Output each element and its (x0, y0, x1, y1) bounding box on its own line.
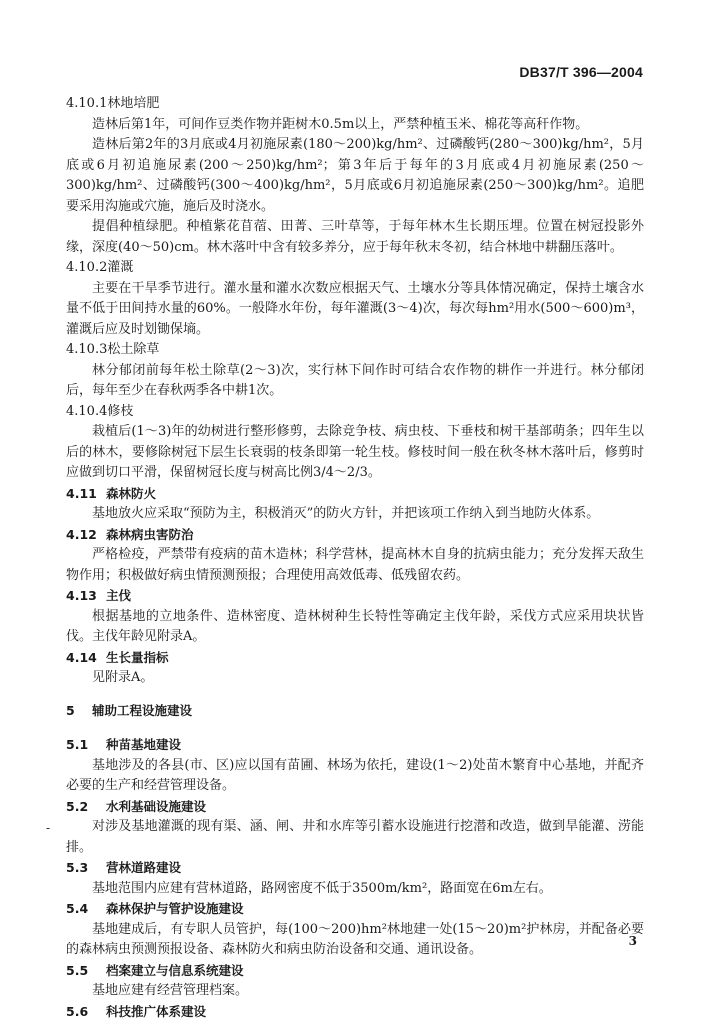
section-number: 5 (66, 702, 75, 718)
paragraph: 基地应建有经营管理档案。 (92, 983, 249, 998)
section-number: 5.5 (66, 962, 89, 978)
paragraph: 造林后第2年的3月底或4月初施尿素(180～200)kg/hm²、过磷酸钙(280～300)kg/hm²，5月底或6月初追施尿素(200～250)kg/hm²；第3年后于每年的3月底或4月初施尿素(250～300)kg/hm²、过磷酸钙(300～400)kg/hm²，5月底或6月初追施尿素(250～300)kg/hm²。追肥要采用沟施或穴施，施后及时浇水。 (66, 137, 644, 214)
section-heading (66, 586, 644, 607)
section-number: 5.1 (66, 737, 89, 752)
section-title: 主伐 (106, 588, 132, 603)
section-heading (66, 648, 644, 669)
section-title: 森林防火 (106, 485, 157, 501)
section-title: 营林道路建设 (106, 860, 182, 875)
section-title: 灌溉 (107, 260, 134, 275)
section-title: 种苗基地建设 (106, 737, 182, 752)
paragraph: 见附录A。 (92, 670, 154, 685)
section-number: 5.2 (66, 798, 89, 814)
paragraph: 主要在干旱季节进行。灌水量和灌水次数应根据天气、土壤水分等具体情况确定，保持土壤含水量不低于田间持水量的60%。一般降水年份，每年灌溉(3～4)次，每次每hm²用水(500～600)m³，灌溉后应及时划锄保墒。 (66, 280, 644, 337)
section-title: 森林保护与管护设施建设 (106, 901, 244, 916)
section-title: 松土除草 (107, 342, 160, 357)
section-heading (66, 701, 644, 722)
section-heading (66, 402, 644, 423)
section-title: 森林病虫害防治 (106, 526, 194, 542)
section-number: 4.14 (66, 649, 97, 665)
section-title: 档案建立与信息系统建设 (106, 962, 244, 978)
section-number: 4.10.4 (66, 403, 108, 419)
section-number: 5.6 (66, 1003, 89, 1019)
section-number: 4.10.2 (66, 260, 108, 275)
paragraph: 基地涉及的各县(市、区)应以国有苗圃、林场为依托，建设(1～2)处苗木繁育中心基地，并配齐必要的生产和经营管理设备。 (66, 757, 644, 793)
section-heading (66, 1002, 644, 1023)
section-heading (66, 735, 644, 756)
document-body (66, 94, 644, 1022)
section-heading (66, 899, 644, 920)
section-number: 4.11 (66, 485, 97, 501)
paragraph: 基地放火应采取“预防为主，积极消灭”的防火方针，并把该项工作纳入到当地防火体系。 (92, 506, 600, 521)
paragraph: 严格检疫，严禁带有疫病的苗木造林；科学营林，提高林木自身的抗病虫能力；充分发挥天敌生物作用；积极做好病虫情预测预报；合理使用高效低毒、低残留农药。 (66, 547, 644, 583)
section-title: 水利基础设施建设 (106, 798, 207, 814)
section-number: 4.10.1 (66, 96, 108, 111)
section-number: 4.10.3 (66, 342, 108, 357)
paragraph: 林分郁闭前每年松土除草(2～3)次，实行林下间作时可结合农作物的耕作一并进行。林分郁闭后，每年至少在春秋两季各中耕1次。 (66, 362, 644, 398)
paragraph: 基地范围内应建有营林道路，路网密度不低于3500m/km²，路面宽在6m左右。 (92, 880, 552, 896)
section-number: 5.4 (66, 901, 89, 916)
paragraph: 栽植后(1～3)年的幼树进行整形修剪，去除竞争枝、病虫枝、下垂枝和树干基部萌条；四年生以后的林木，要修除树冠下层生长衰弱的枝条即第一轮生枝。修枝时间一般在秋冬林木落叶后，修剪时应做到切口平滑，保留树冠长度与树高比例3/4～2/3。 (66, 424, 644, 480)
section-heading (66, 94, 644, 115)
section-heading (66, 961, 644, 982)
section-heading (66, 858, 644, 879)
section-heading (66, 525, 644, 546)
section-heading (66, 340, 644, 361)
section-heading (66, 484, 644, 505)
standard-code: DB37/T 396—2004 (519, 64, 643, 80)
paragraph: 对涉及基地灌溉的现有渠、涵、闸、井和水库等引蓄水设施进行挖潜和改造，做到旱能灌、涝能排。 (66, 819, 644, 855)
margin-mark: - (46, 821, 51, 835)
paragraph: 基地建成后，有专职人员管护，每(100～200)hm²林地建一处(15～20)m²护林房，并配备必要的森林病虫预测预报设备、森林防火和病虫防治设备和交通、通讯设备。 (66, 921, 644, 957)
section-title: 生长量指标 (106, 649, 169, 665)
section-title: 修枝 (107, 403, 134, 419)
section-title: 科技推广体系建设 (106, 1003, 207, 1019)
page-number: 3 (628, 934, 637, 948)
section-heading (66, 797, 644, 818)
paragraph: 提倡种植绿肥。种植紫花苜蓿、田菁、三叶草等，于每年林木生长期压埋。位置在树冠投影外缘，深度(40～50)cm。林木落叶中含有较多养分，应于每年秋末冬初，结合林地中耕翻压落叶。 (66, 219, 644, 255)
section-number: 5.3 (66, 860, 89, 875)
paragraph: 根据基地的立地条件、造林密度、造林树种生长特性等确定主伐年龄，采伐方式应采用块状皆伐。主伐年龄见附录A。 (66, 608, 644, 644)
section-heading (66, 258, 644, 279)
section-number: 4.13 (66, 588, 97, 603)
section-number: 4.12 (66, 526, 97, 542)
section-title: 辅助工程设施建设 (92, 702, 193, 718)
section-title: 林地培肥 (107, 96, 160, 111)
paragraph: 造林后第1年，可间作豆类作物并距树木0.5m以上，严禁种植玉米、棉花等高秆作物。 (92, 116, 589, 132)
